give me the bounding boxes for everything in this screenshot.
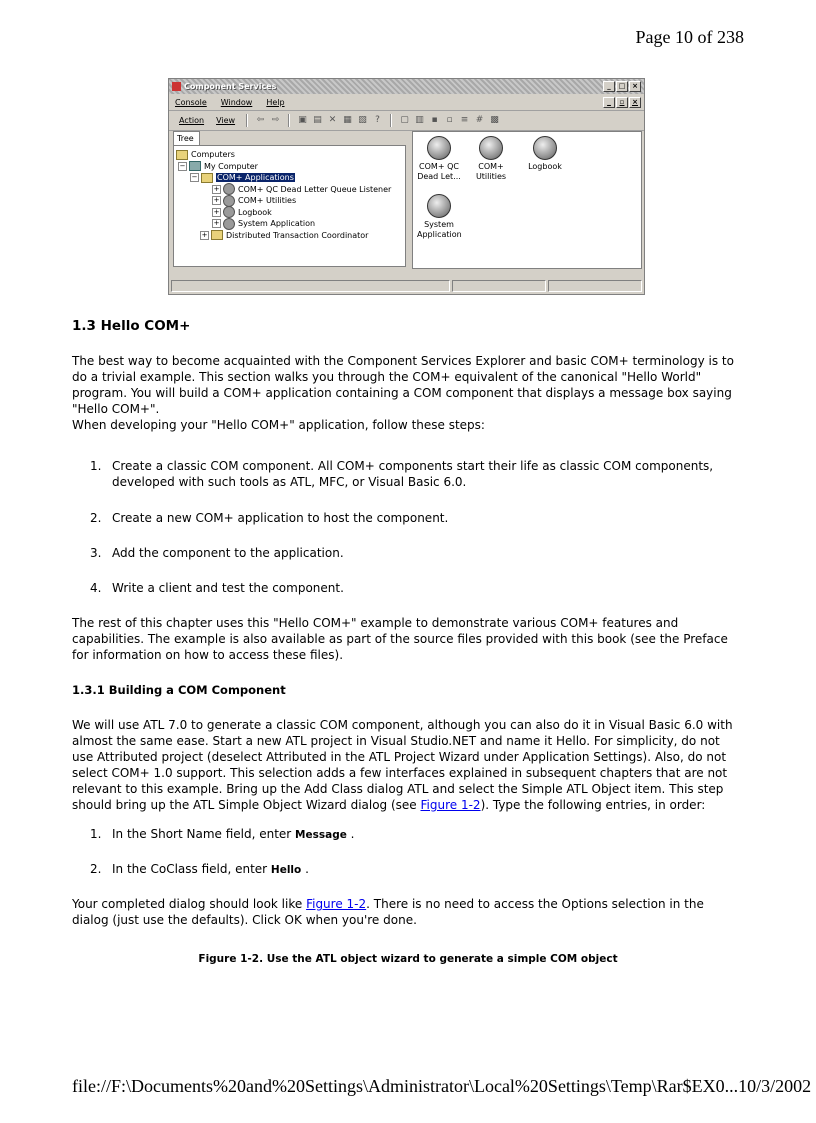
- close-icon: ×: [629, 81, 641, 92]
- app-item: Logbook: [523, 136, 567, 172]
- tree-node: − My Computer: [179, 161, 258, 171]
- tree-node: + COM+ QC Dead Letter Queue Listener: [213, 184, 392, 194]
- component-services-screenshot: [168, 78, 645, 295]
- grid-icon: #: [475, 115, 484, 125]
- tree-node: Computers: [176, 149, 403, 161]
- section-heading: 1.3 Hello COM+: [72, 318, 191, 334]
- toolbar-view: View: [216, 116, 236, 125]
- app-item: COM+ QC Dead Let...: [417, 136, 461, 182]
- mdi-close-icon: ×: [629, 97, 641, 108]
- list-item: 1. In the Short Name field, enter Message .: [90, 827, 355, 841]
- folder-icon: [211, 230, 223, 240]
- details-icon: ≡: [460, 115, 469, 125]
- gear-icon: [223, 195, 235, 207]
- mdi-restore-icon: ▫: [616, 97, 628, 108]
- tree-node: + System Application: [213, 219, 316, 229]
- print-date: 10/3/2002: [738, 1076, 812, 1096]
- tree-view: [173, 145, 406, 267]
- rest-paragraph: The rest of this chapter uses this "Hello COM+" example to demonstrate various COM+ features and capabilities. The example is also available as part of the source files provided with this book (see the Preface for information on how to access these files).: [72, 616, 728, 662]
- tree-node: + Distributed Transaction Coordinator: [201, 230, 369, 240]
- menu-help: Help: [266, 97, 285, 107]
- window-title: Component Services: [184, 82, 277, 91]
- app-item: COM+ Utilities: [469, 136, 513, 182]
- file-path: file://F:\Documents%20and%20Settings\Administrator\Local%20Settings\Temp\Rar$EX0...: [72, 1076, 739, 1096]
- folder-icon: [176, 150, 188, 160]
- status-bar: [171, 280, 642, 292]
- refresh-icon: ▧: [358, 115, 367, 125]
- tree-node: + Logbook: [213, 207, 272, 217]
- list-item: 3. Add the component to the application.: [90, 546, 344, 560]
- footer: [72, 1076, 812, 1097]
- status-view-icon: ▩: [490, 115, 499, 125]
- app-item: System Application: [417, 194, 461, 240]
- page-number: Page 10 of 238: [635, 27, 744, 47]
- list-item: 4. Write a client and test the component.: [90, 581, 344, 595]
- large-icons-icon: ▪: [431, 115, 438, 125]
- list-item: 2. In the CoClass field, enter Hello .: [90, 862, 309, 876]
- done-paragraph: Your completed dialog should look like Figure 1-2. There is no need to access the Options selection in the dialog (just use the defaults). Click OK when you're done.: [72, 897, 704, 927]
- figure-caption: Figure 1-2. Use the ATL object wizard to generate a simple COM object: [198, 953, 618, 965]
- figure-1-2-link[interactable]: Figure 1-2: [306, 897, 367, 911]
- back-icon: ⇦: [256, 115, 265, 125]
- forward-icon: ⇨: [271, 115, 280, 125]
- folder-icon: [201, 173, 213, 183]
- code-text: Message: [295, 829, 347, 841]
- app-icon: [172, 82, 181, 91]
- small-icons-icon: ▫: [446, 115, 453, 125]
- toolbar-action: Action: [179, 116, 205, 125]
- list-icon: ▥: [415, 115, 424, 125]
- minimize-icon: _: [603, 81, 615, 92]
- mdi-minimize-icon: _: [603, 97, 615, 108]
- menu-bar: [169, 94, 644, 111]
- toolbar: [169, 111, 644, 131]
- detail-pane: [412, 131, 642, 269]
- maximize-icon: □: [616, 81, 628, 92]
- help-icon: ?: [375, 115, 380, 125]
- window-titlebar: [169, 79, 644, 94]
- list-item: 2. Create a new COM+ application to host the component.: [90, 511, 449, 525]
- new-icon: ▢: [400, 115, 409, 125]
- code-text: Hello: [270, 864, 302, 876]
- menu-window: Window: [220, 97, 253, 107]
- delete-icon: ✕: [328, 115, 337, 125]
- list-item: 1. Create a classic COM component. All COM+ components start their life as classic COM components, developed with such tools as ATL, MFC, or Visual Basic 6.0.: [90, 459, 714, 489]
- up-icon: ▣: [298, 115, 307, 125]
- gear-icon: [223, 183, 235, 195]
- gear-icon: [223, 218, 235, 230]
- com-app-icon: [427, 136, 451, 160]
- com-app-icon: [479, 136, 503, 160]
- subsection-heading: 1.3.1 Building a COM Component: [72, 683, 286, 697]
- build-paragraph: We will use ATL 7.0 to generate a classic COM component, although you can also do it in Visual Basic 6.0 with almost the same ease. Start a new ATL project in Visual Studio.NET and name it Hello. For simplicity, do not use Attributed project (deselect Attributed in the ATL Project Wizard under Application Settings). Also, do not select COM+ 1.0 support. This selection adds a few interfaces explained in subsequent chapters that are not relevant to this example. Bring up the Add Class dialog ATL and select the Simple ATL Object item. This step should bring up the ATL Simple Object Wizard dialog (see Figure 1-2). Type the following entries, in order:: [72, 718, 733, 812]
- show-tree-icon: ▤: [313, 115, 322, 125]
- com-app-icon: [427, 194, 451, 218]
- steps-intro: When developing your "Hello COM+" application, follow these steps:: [72, 418, 485, 432]
- com-app-icon: [533, 136, 557, 160]
- intro-paragraph: The best way to become acquainted with the Component Services Explorer and basic COM+ terminology is to do a trivial example. This section walks you through the COM+ equivalent of the canonical "Hello World" program. You will build a COM+ application containing a COM component that displays a message box saying "Hello COM+".: [72, 354, 734, 416]
- menu-console: Console: [175, 97, 207, 107]
- tree-node: + COM+ Utilities: [213, 196, 297, 206]
- properties-icon: ▦: [343, 115, 352, 125]
- gear-icon: [223, 206, 235, 218]
- tree-tab: Tree: [173, 131, 200, 146]
- computer-icon: [189, 161, 201, 171]
- tree-node: − COM+ Applications: [191, 173, 294, 183]
- figure-1-2-link[interactable]: Figure 1-2: [420, 798, 481, 812]
